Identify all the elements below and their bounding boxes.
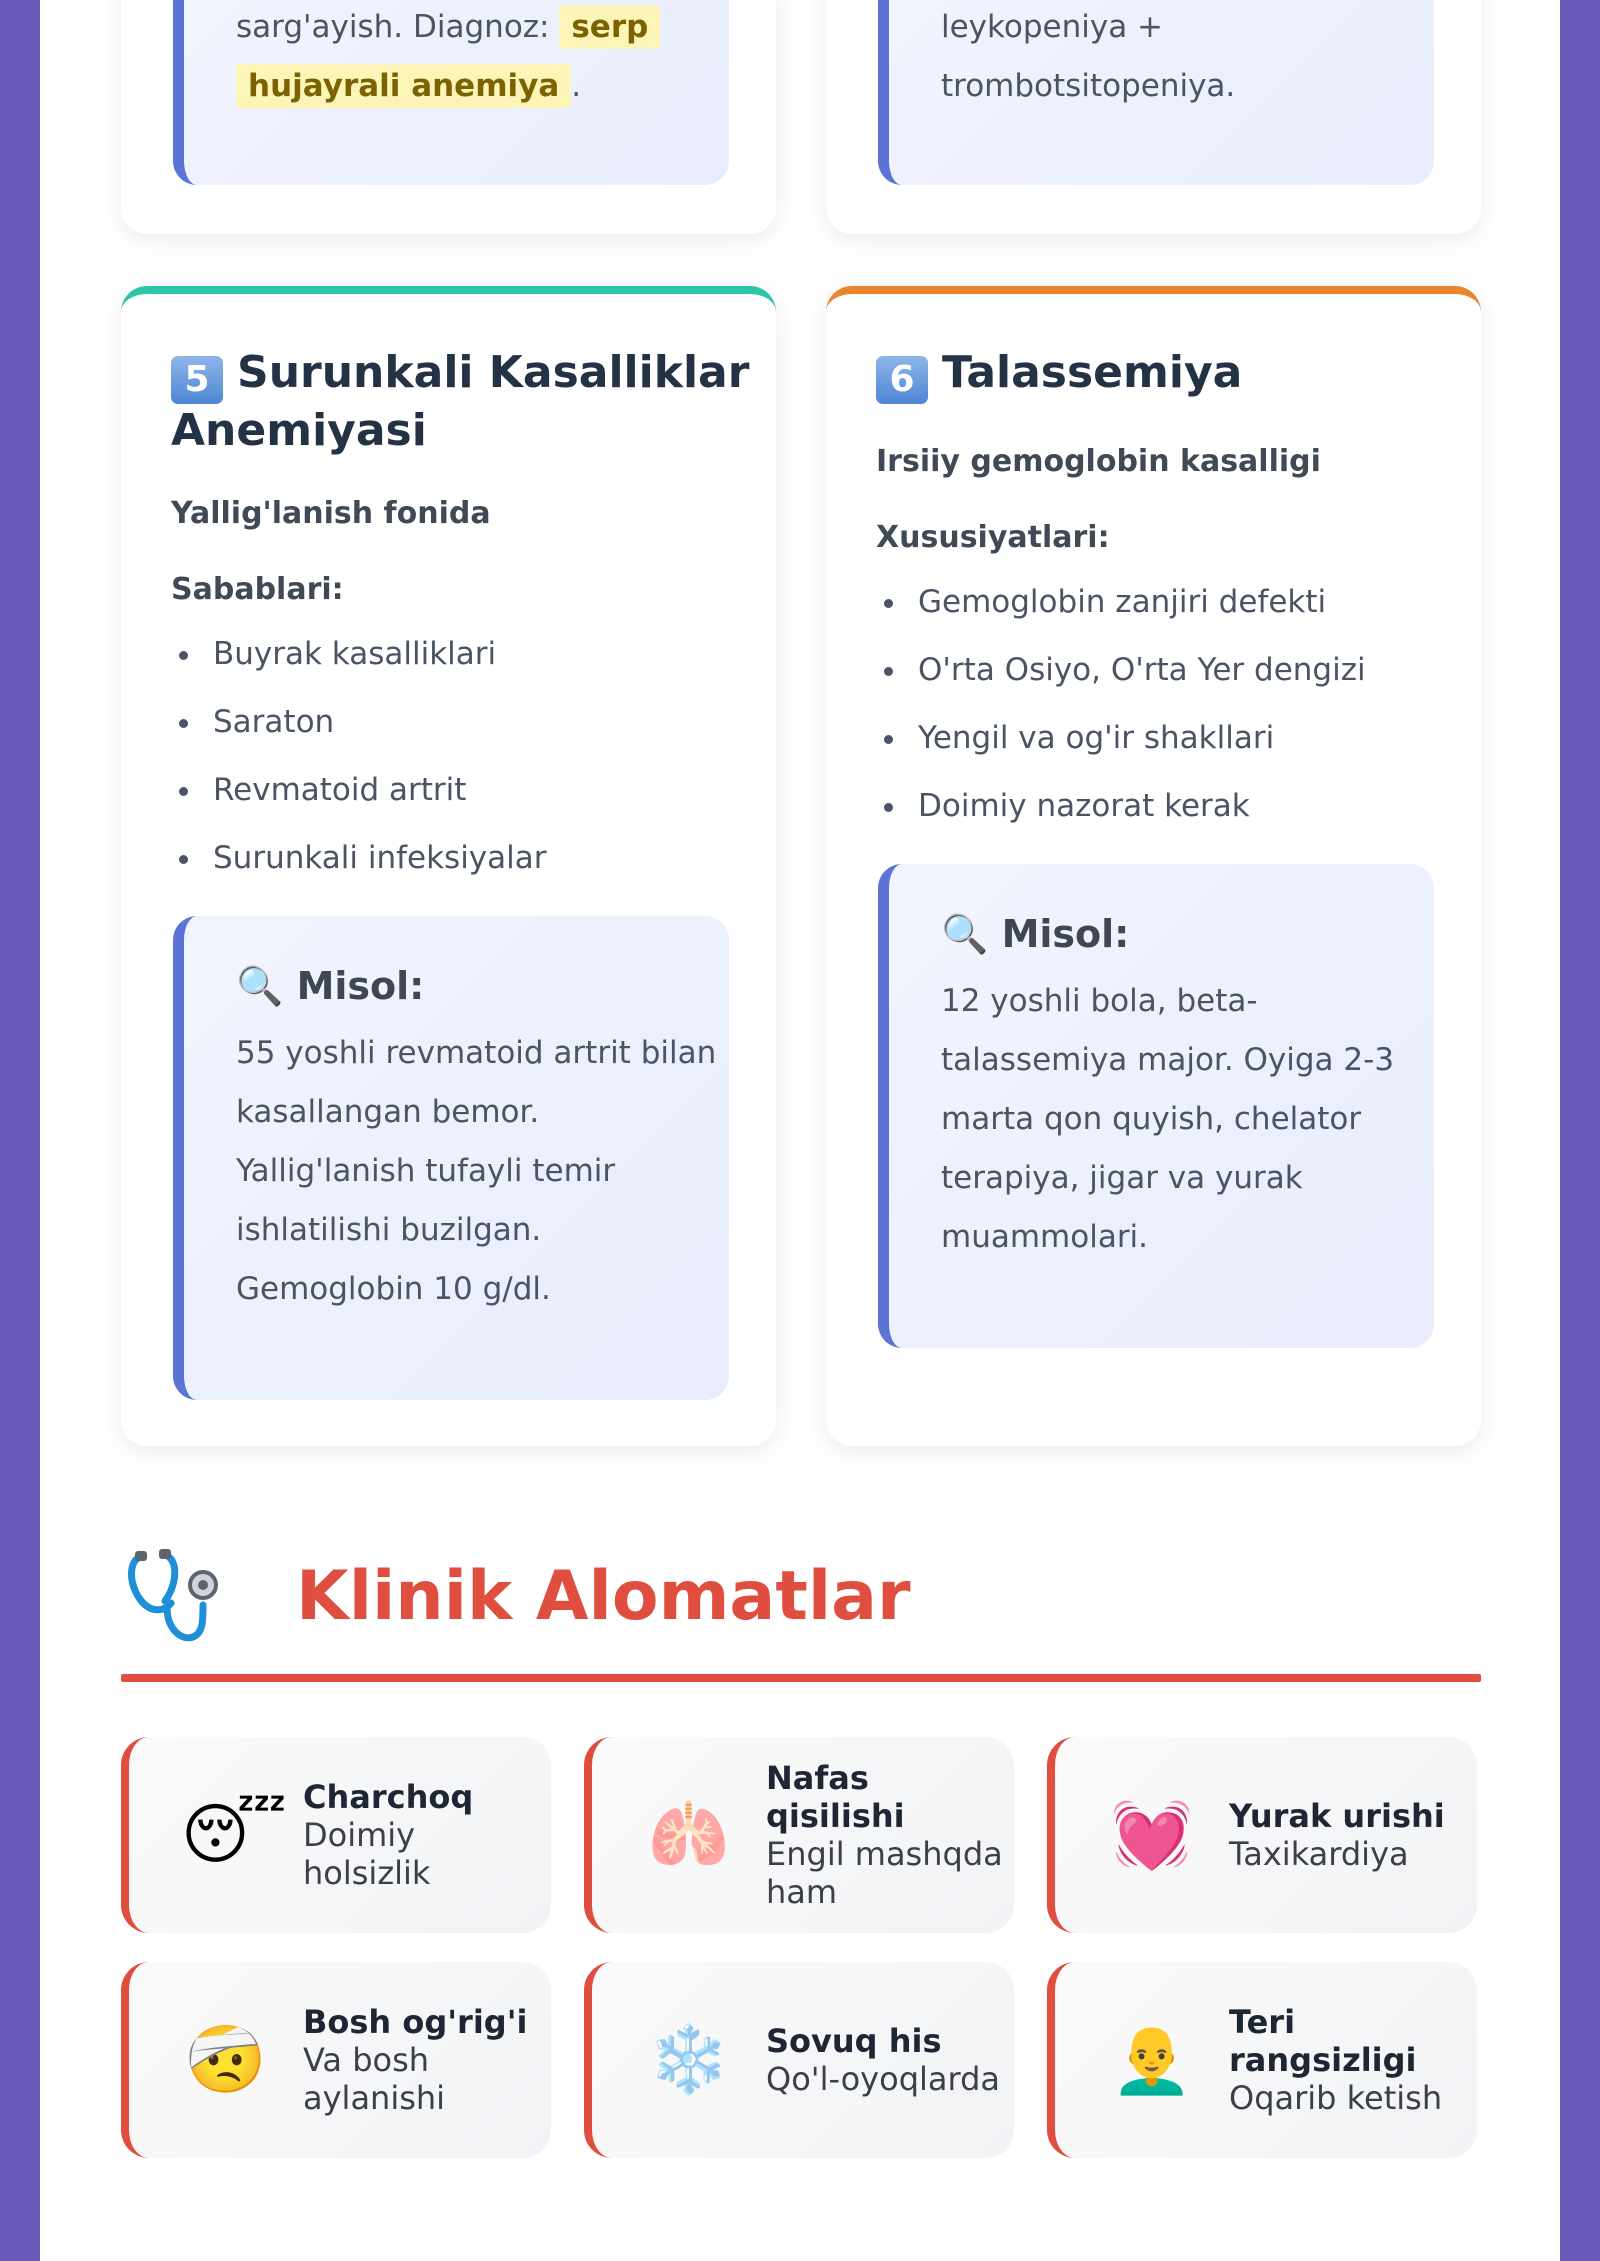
list-heading: Xususiyatlari: (876, 520, 1110, 555)
list-item: O'rta Osiyo, O'rta Yer dengizi (876, 648, 1366, 716)
card-4-example-text: leykopeniya + trombotsitopeniya. (941, 9, 1236, 104)
card-thalassemia (826, 286, 1481, 1446)
example-heading: 🔍 Misol: (236, 964, 425, 1008)
example-heading: 🔍 Misol: (941, 912, 1130, 956)
list-item: Saraton (171, 700, 547, 768)
bandaged-head-icon: 🤕 (184, 2021, 268, 2098)
section-underline (121, 1674, 1481, 1682)
diagnosis-highlight: serp (559, 5, 660, 49)
sleepy-face-icon: 😴 (181, 1796, 287, 1873)
number-badge: 5 (171, 356, 223, 404)
list-item: Gemoglobin zanjiri defekti (876, 580, 1366, 648)
beating-heart-icon: 💓 (1110, 1796, 1194, 1873)
page (40, 0, 1560, 2261)
card-title: 5 Surunkali Kasalliklar Anemiyasi (171, 347, 750, 456)
features-list (876, 580, 1366, 852)
card-3 (121, 0, 776, 234)
example-box: 🔍 Misol: 55 yoshli revmatoid artrit bilan kasallangan bemor. Yallig'lanish tufayli temir ishlatilishi buzilgan. Gemoglobin 10 g/dl. (173, 916, 729, 1400)
card-4-example-box (878, 0, 1434, 185)
list-item: Surunkali infeksiyalar (171, 836, 547, 904)
magnifier-icon: 🔍 (941, 912, 989, 956)
symptom-card: 😴 Charchoq Doimiy holsizlik (121, 1737, 551, 1933)
example-box: 🔍 Misol: 12 yoshli bola, beta- talassemiya major. Oyiga 2-3 marta qon quyish, chelator terapiya, jigar va yurak muammolari. (878, 864, 1434, 1348)
symptom-card: 💓 Yurak urishi Taxikardiya (1047, 1737, 1477, 1933)
card-subtitle: Yallig'lanish fonida (171, 496, 491, 531)
lungs-icon: 🫁 (647, 1796, 731, 1873)
card-3-example-text: sarg'ayish. Diagnoz: serp hujayrali anemiya . (236, 0, 716, 116)
symptom-card: 🫁 Nafas qisilishi Engil mashqda ham (584, 1737, 1014, 1933)
list-item: Doimiy nazorat kerak (876, 784, 1366, 852)
causes-list (171, 632, 547, 904)
card-subtitle: Irsiiy gemoglobin kasalligi (876, 444, 1321, 479)
list-heading: Sabablari: (171, 572, 344, 607)
section-header (121, 1545, 1481, 1685)
list-item: Revmatoid artrit (171, 768, 547, 836)
list-item: Buyrak kasalliklari (171, 632, 547, 700)
stethoscope-icon (121, 1545, 221, 1645)
snowflake-icon: ❄️ (647, 2021, 731, 2098)
magnifier-icon: 🔍 (236, 964, 284, 1008)
card-4 (826, 0, 1481, 234)
card-title: 6 Talassemiya (876, 346, 1456, 404)
symptom-card: ❄️ Sovuq his Qo'l-oyoqlarda (584, 1962, 1014, 2158)
number-badge: 6 (876, 356, 928, 404)
symptom-card: 👨‍🦲 Teri rangsizligi Oqarib ketish (1047, 1962, 1477, 2158)
symptom-card: 🤕 Bosh og'rig'i Va bosh aylanishi (121, 1962, 551, 2158)
card-anemia-chronic (121, 286, 776, 1446)
section-title: Klinik Alomatlar (296, 1557, 911, 1636)
card-3-example-box (173, 0, 729, 185)
pale-person-icon: 👨‍🦲 (1110, 2021, 1194, 2098)
diagnosis-highlight: hujayrali anemiya (236, 64, 571, 108)
list-item: Yengil va og'ir shakllari (876, 716, 1366, 784)
